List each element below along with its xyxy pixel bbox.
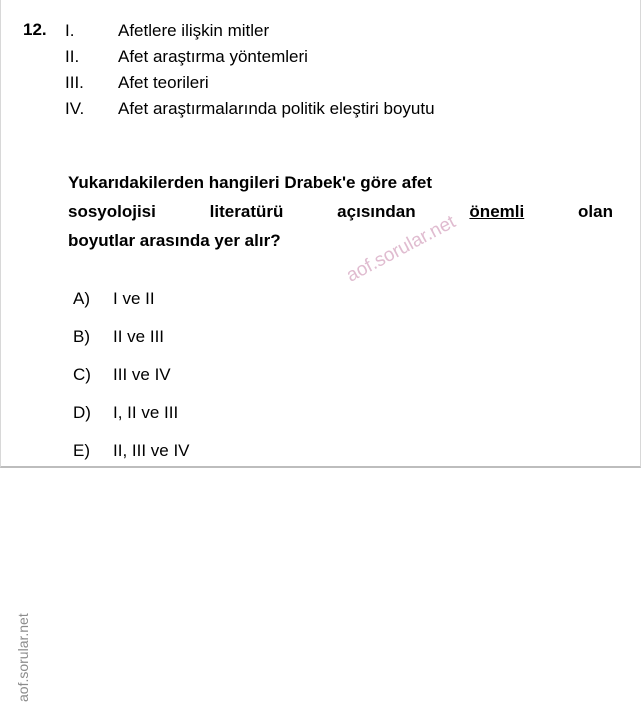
list-item [65, 18, 625, 44]
list-item-label: IV. [65, 99, 85, 118]
question-stem-emphasis: önemli [469, 202, 525, 221]
list-item-label: II. [65, 47, 80, 66]
option-c-text: III ve IV [113, 365, 171, 384]
question-stem-line-2-start: sosyolojisi literatürü açısından [68, 202, 470, 221]
watermark-side-wrap [9, 355, 31, 702]
question-stem [68, 168, 613, 255]
option-a[interactable] [73, 280, 473, 318]
question-stem-line-2 [68, 197, 613, 226]
list-item [65, 96, 625, 122]
option-d[interactable] [73, 394, 473, 432]
question-number: 12. [23, 20, 47, 39]
option-a-text: I ve II [113, 289, 155, 308]
list-item-text: Afet araştırma yöntemleri [118, 47, 308, 66]
option-b-label: B) [73, 327, 90, 346]
option-e-label: E) [73, 441, 90, 460]
roman-numeral-list [65, 18, 625, 122]
option-b-text: II ve III [113, 327, 165, 346]
list-item-label: I. [65, 21, 75, 40]
list-item-text: Afetlere ilişkin mitler [118, 21, 270, 40]
answer-options [73, 280, 473, 470]
option-a-label: A) [73, 289, 90, 308]
option-e[interactable] [73, 432, 473, 470]
option-d-text: I, II ve III [113, 403, 179, 422]
option-c-label: C) [73, 365, 91, 384]
list-item-text: Afet teorileri [118, 73, 209, 92]
option-d-label: D) [73, 403, 91, 422]
question-stem-line-3: boyutlar arasında yer alır? [68, 231, 281, 250]
list-item-label: III. [65, 73, 84, 92]
watermark-diagonal: aof.sorular.net [343, 211, 460, 287]
option-e-text: II, III ve IV [113, 441, 190, 460]
list-item-text: Afet araştırmalarında politik eleştiri boyutu [118, 99, 435, 118]
list-item [65, 70, 625, 96]
option-c[interactable] [73, 356, 473, 394]
list-item [65, 44, 625, 70]
watermark-side: aof.sorular.net [15, 613, 31, 702]
option-b[interactable] [73, 318, 473, 356]
question-stem-line-2-end: olan [524, 202, 613, 221]
question-stem-line-1: Yukarıdakilerden hangileri Drabek'e göre afet [68, 173, 433, 192]
